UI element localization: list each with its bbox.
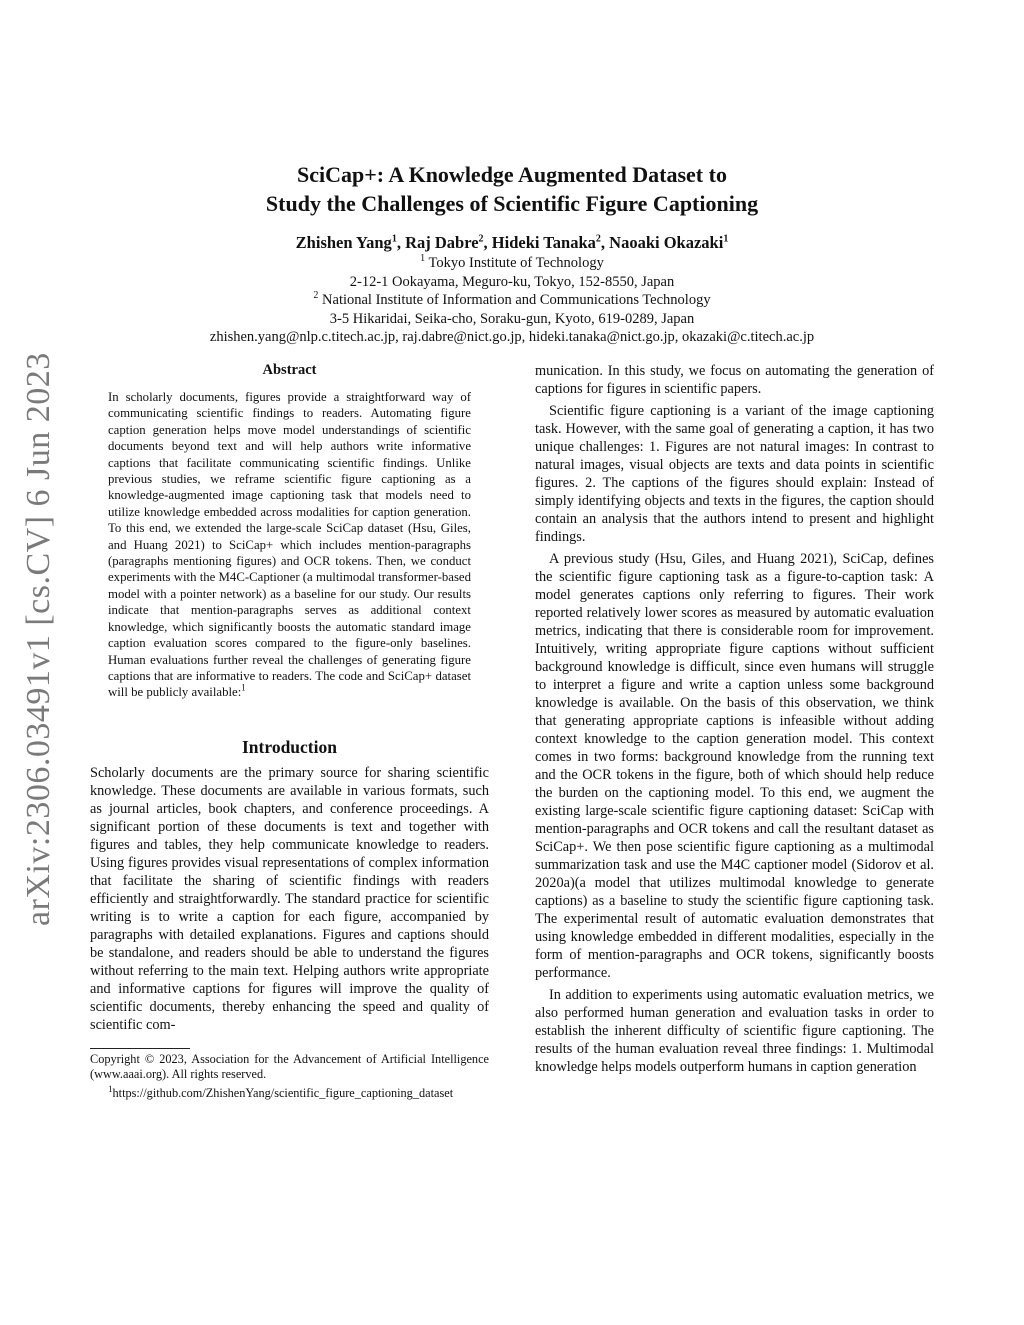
copyright-notice: Copyright © 2023, Association for the Advancement of Artificial Intelligence (www.aaai.org). All rights reserved.	[90, 1051, 489, 1082]
author-name: Naoaki Okazaki	[609, 233, 724, 252]
body-paragraph: munication. In this study, we focus on automating the generation of captions for figures in scientific papers.	[535, 363, 934, 397]
arxiv-identifier: arXiv:2306.03491v1 [cs.CV] 6 Jun 2023	[20, 352, 57, 926]
affiliation-2-name	[90, 291, 934, 310]
affiliation-name: National Institute of Information and Communications Technology	[322, 292, 711, 308]
abstract-body: In scholarly documents, figures provide a straightforward way of communicating scientific findings to readers. Automating figure caption generation helps move model understandings of scientific documents beyond text and will help authors write informative captions that facilitate communicating scientific findings. Unlike previous studies, we reframe scientific figure captioning as a knowledge-augmented image captioning task that models need to utilize knowledge embedded across modalities for caption generation. To this end, we extended the large-scale SciCap dataset (Hsu, Giles, and Huang 2021) to SciCap+ which includes mention-paragraphs (paragraphs mentioning figures) and OCR tokens. Then, we conduct experiments with the M4C-Captioner (a multimodal transformer-based model with a pointer network) as a baseline for our study. Our results indicate that mention-paragraphs serves as additional context knowledge, which significantly boosts the automatic standard image caption evaluation scores compared to the figure-only baselines. Human evaluations further reveal the challenges of generating figure captions that are informative to readers. The code and SciCap+ dataset will be publicly available:	[108, 390, 471, 700]
author-affiliation-mark: 2	[478, 233, 484, 245]
paper-header	[90, 160, 934, 347]
title-line-2: Study the Challenges of Scientific Figure Captioning	[265, 191, 759, 216]
author-name: Raj Dabre	[405, 233, 479, 252]
abstract-heading: Abstract	[262, 362, 317, 378]
author-name: Zhishen Yang	[295, 233, 392, 252]
footnote-1	[90, 1083, 489, 1102]
author-name: Hideki Tanaka	[491, 233, 596, 252]
affiliation-2-address: 3-5 Hikaridai, Seika-cho, Soraku-gun, Kyoto, 619-0289, Japan	[329, 310, 695, 327]
author-affiliation-mark: 1	[391, 233, 397, 245]
affiliation-1-name	[90, 254, 934, 273]
left-column	[90, 362, 489, 1102]
affiliation-name: Tokyo Institute of Technology	[428, 255, 604, 271]
body-paragraph: A previous study (Hsu, Giles, and Huang 2021), SciCap, defines the scientific figure captioning task as a figure-to-caption task: A model generates captions only referring to figures. Their work reported relatively lower scores as measured by automatic evaluation metrics, indicating that there is considerable room for improvement. Intuitively, writing appropriate figure captions without sufficient background knowledge is difficult, since even humans will struggle to interpret a figure and write a caption unless some background knowledge is available. On the basis of this observation, we think that generating appropriate captions is infeasible without adding context knowledge to the caption generation model. This context comes in two forms: background knowledge from the running text and the OCR tokens in the figure, both of which should help reduce the burden on the captioning model. To this end, we augment the existing large-scale scientific figure captioning dataset: SciCap with mention-paragraphs and OCR tokens and call the resultant dataset as SciCap+. We then pose scientific figure captioning as a multimodal summarization task and use the M4C captioner model (Sidorov et al. 2020a)(a model that utilizes multimodal knowledge to generate captions) as a baseline to study the scientific figure captioning task. The experimental result of automatic evaluation demonstrates that using knowledge embedded in different modalities, especially in the form of mention-paragraphs and OCR tokens, significantly boosts performance.	[535, 551, 934, 981]
author-emails: zhishen.yang@nlp.c.titech.ac.jp, raj.dabre@nict.go.jp, hideki.tanaka@nict.go.jp, okazaki@c.titech.ac.jp	[209, 329, 815, 345]
introduction-paragraph: Scholarly documents are the primary source for sharing scientific knowledge. These documents are available in various formats, such as journal articles, book chapters, and conference proceedings. A significant portion of these documents is text and together with figures and tables, they help communicate knowledge to readers. Using figures provides visual representations of complex information that facilitate the sharing of scientific findings with readers efficiently and straightforwardly. The standard practice for scientific writing is to write a caption for each figure, accompanied by paragraphs with detailed explanations. Figures and captions should be standalone, and readers should be able to understand the figures without referring to the main text. Helping authors write appropriate and informative captions for figures will improve the quality of scientific documents, thereby enhancing the speed and quality of scientific com-	[90, 764, 489, 1033]
body-paragraph: Scientific figure captioning is a variant of the image captioning task. However, with the same goal of generating a caption, it has two unique challenges: 1. Figures are not natural images: In contrast to natural images, visual objects are texts and data points in scientific figures. 2. The captions of the figures should explain: Instead of simply identifying objects and texts in the figures, the caption should contain an analysis that the authors intend to present and highlight findings.	[535, 403, 934, 545]
body-paragraph: In addition to experiments using automatic evaluation metrics, we also performed human generation and evaluation tasks in order to establish the inherent difficulty of scientific figure captioning. The results of the human evaluation reveal three findings: 1. Multimodal knowledge helps models outperform humans in caption generation	[535, 987, 934, 1075]
author-affiliation-mark: 2	[595, 233, 601, 245]
author-affiliation-mark: 1	[723, 233, 729, 245]
abstract-section	[90, 362, 489, 701]
author-list: Zhishen Yang$^1$, Raj Dabre$^2$, Hideki Tanaka$^2$, Naoaki Okazaki$^1$	[295, 233, 729, 252]
affiliation-mark: 1	[420, 253, 426, 265]
paper-title	[90, 160, 934, 218]
footnote-mark: 1	[241, 683, 246, 694]
affiliation-1-address: 2-12-1 Ookayama, Meguro-ku, Tokyo, 152-8550, Japan	[349, 273, 675, 290]
right-column	[535, 362, 934, 1080]
affiliation-mark: 2	[313, 290, 319, 302]
footnote-mark: 1	[108, 1083, 113, 1094]
introduction-heading: Introduction	[242, 736, 337, 757]
footnote-divider	[90, 1048, 190, 1049]
abstract-text	[108, 389, 471, 701]
code-repository-link[interactable]: https://github.com/ZhishenYang/scientific_figure_captioning_dataset	[112, 1085, 454, 1100]
title-line-1: SciCap+: A Knowledge Augmented Dataset to	[297, 162, 727, 187]
